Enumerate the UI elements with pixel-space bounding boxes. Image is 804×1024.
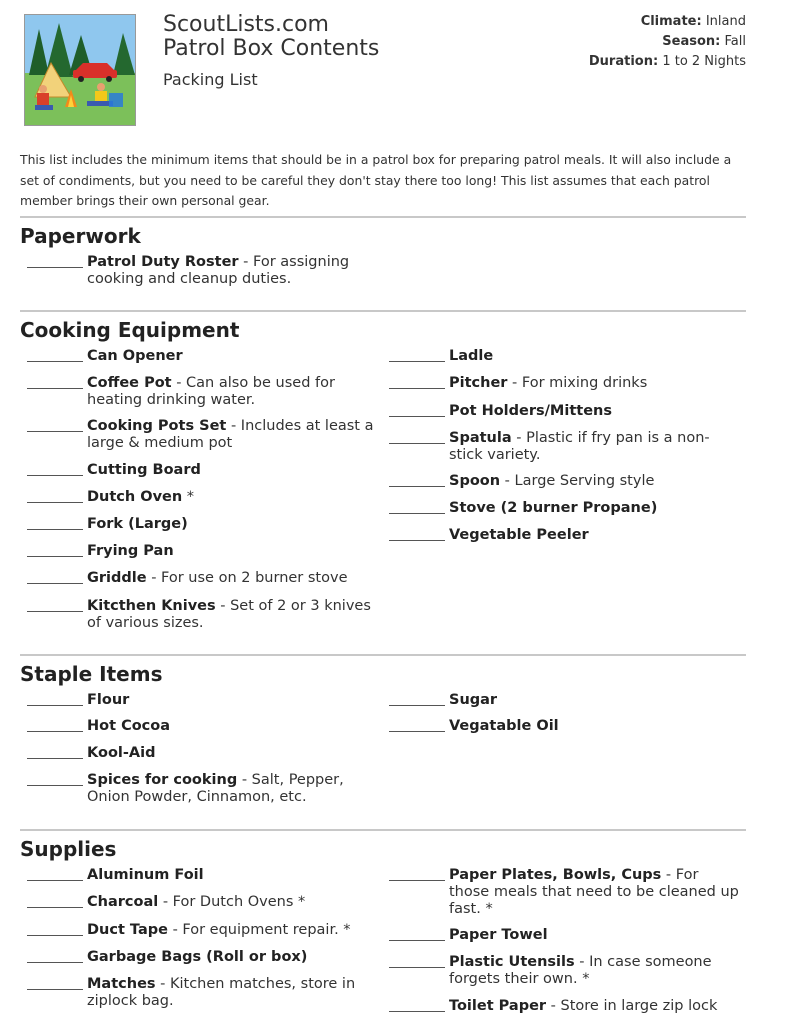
intro-line: member brings their own personal gear.: [20, 193, 270, 208]
checkbox-line[interactable]: [389, 540, 445, 541]
item-name: Paper Towel: [449, 927, 548, 943]
duration-row: [589, 52, 746, 72]
checkbox-line[interactable]: [27, 880, 83, 881]
checkbox-line[interactable]: [27, 361, 83, 362]
climate-value: Inland: [705, 14, 746, 29]
item-note: - For mixing drinks: [507, 375, 648, 391]
climate-row: [589, 12, 746, 32]
item-name: Aluminum Foil: [87, 867, 204, 883]
item-name: Cutting Board: [87, 462, 201, 478]
item-note: - In case someone forgets their own. *: [449, 954, 712, 987]
checkbox-line[interactable]: [27, 989, 83, 990]
item-name: Duct Tape: [87, 922, 168, 938]
item-name: Griddle: [87, 570, 147, 586]
checkbox-line[interactable]: [27, 502, 83, 503]
checkbox-line[interactable]: [389, 486, 445, 487]
season-label: Season:: [662, 34, 721, 49]
item-name: Spoon: [449, 473, 501, 489]
duration-label: Duration:: [588, 54, 659, 69]
checkbox-line[interactable]: [389, 513, 445, 514]
item-name: Fork (Large): [87, 516, 188, 532]
item-name: Sugar: [449, 692, 498, 708]
item-note: - Set of 2 or 3 knives of various sizes.: [87, 598, 371, 631]
item-name: Flour: [87, 692, 130, 708]
list-subtitle: Packing List: [163, 70, 258, 89]
list-title: Patrol Box Contents: [163, 36, 380, 61]
checkbox-line[interactable]: [27, 907, 83, 908]
item-name: Spices for cooking: [87, 772, 238, 788]
campsite-illustration-logo: [24, 14, 136, 126]
checkbox-line[interactable]: [27, 267, 83, 268]
item-note: - Large Serving style: [500, 473, 655, 489]
checkbox-line[interactable]: [389, 361, 445, 362]
season-value: Fall: [724, 34, 746, 49]
item-note: - For assigning cooking and cleanup duties.: [87, 254, 350, 287]
item-name: Dutch Oven: [87, 489, 183, 505]
intro-line: set of condiments, but you need to be careful they don't stay there too long! This list assumes that each patrol: [20, 172, 710, 188]
item-note: - Salt, Pepper, Onion Powder, Cinnamon, etc.: [87, 772, 344, 805]
checkbox-line[interactable]: [27, 935, 83, 936]
item-note: - For Dutch Ovens *: [158, 894, 306, 910]
item-name: Patrol Duty Roster: [87, 254, 239, 270]
item-note: *: [182, 489, 195, 505]
checkbox-line[interactable]: [27, 556, 83, 557]
section-title: Supplies: [20, 837, 117, 861]
checkbox-line[interactable]: [27, 475, 83, 476]
checkbox-line[interactable]: [27, 705, 83, 706]
item-note: - For equipment repair. *: [167, 922, 351, 938]
item-name: Stove (2 burner Propane): [449, 500, 658, 516]
trip-meta: [589, 12, 746, 72]
checkbox-line[interactable]: [27, 388, 83, 389]
item-name: Kool-Aid: [87, 745, 156, 761]
checkbox-line[interactable]: [27, 529, 83, 530]
item-name: Pot Holders/Mittens: [449, 403, 612, 419]
checkbox-line[interactable]: [27, 731, 83, 732]
section-paperwork: [20, 216, 746, 308]
checkbox-line[interactable]: [389, 967, 445, 968]
section-staple-items: [20, 654, 746, 828]
item-name: Charcoal: [87, 894, 159, 910]
climate-label: Climate:: [640, 14, 702, 29]
checkbox-line[interactable]: [389, 388, 445, 389]
checkbox-line[interactable]: [27, 583, 83, 584]
checkbox-line[interactable]: [389, 443, 445, 444]
checkbox-line[interactable]: [389, 940, 445, 941]
section-title: Paperwork: [20, 224, 141, 248]
section-title: Staple Items: [20, 662, 163, 686]
section-cooking-equipment: [20, 310, 746, 653]
item-name: Vegatable Oil: [449, 718, 559, 734]
season-row: [589, 32, 746, 52]
item-note: - Kitchen matches, store in ziplock bag.: [87, 976, 356, 1009]
item-note: - For those meals that need to be cleaned up fast. *: [449, 867, 739, 917]
checkbox-line[interactable]: [27, 611, 83, 612]
item-name: Toilet Paper: [449, 998, 547, 1014]
intro-paragraph: [20, 150, 750, 212]
item-name: Spatula: [449, 430, 512, 446]
item-name: Garbage Bags (Roll or box): [87, 949, 308, 965]
site-name: ScoutLists.com: [163, 12, 329, 37]
item-name: Hot Cocoa: [87, 718, 171, 734]
item-name: Matches: [87, 976, 156, 992]
item-note: - For use on 2 burner stove: [146, 570, 348, 586]
item-name: Can Opener: [87, 348, 183, 364]
checkbox-line[interactable]: [389, 416, 445, 417]
checkbox-line[interactable]: [389, 880, 445, 881]
intro-line: This list includes the minimum items that should be in a patrol box for preparing patrol meals. It will also include a: [20, 152, 732, 167]
duration-value: 1 to 2 Nights: [662, 54, 746, 69]
item-name: Kitcthen Knives: [87, 598, 216, 614]
item-note: - Plastic if fry pan is a non-stick variety.: [449, 430, 710, 463]
item-note: - Store in large zip lock: [546, 998, 718, 1014]
item-note: - Can also be used for heating drinking water.: [87, 375, 335, 408]
item-name: Plastic Utensils: [449, 954, 575, 970]
checkbox-line[interactable]: [389, 1011, 445, 1012]
section-title: Cooking Equipment: [20, 318, 240, 342]
item-name: Vegetable Peeler: [449, 527, 589, 543]
checkbox-line[interactable]: [389, 705, 445, 706]
checkbox-line[interactable]: [27, 431, 83, 432]
item-name: Pitcher: [449, 375, 508, 391]
item-note: - Includes at least a large & medium pot: [87, 418, 374, 451]
checkbox-line[interactable]: [27, 758, 83, 759]
item-name: Paper Plates, Bowls, Cups: [449, 867, 662, 883]
item-name: Cooking Pots Set: [87, 418, 227, 434]
checkbox-line[interactable]: [27, 962, 83, 963]
item-name: Frying Pan: [87, 543, 174, 559]
section-supplies: [20, 829, 746, 1024]
item-name: Coffee Pot: [87, 375, 172, 391]
item-name: Ladle: [449, 348, 494, 364]
checkbox-line[interactable]: [27, 785, 83, 786]
page-header: [0, 0, 804, 140]
checkbox-line[interactable]: [389, 731, 445, 732]
